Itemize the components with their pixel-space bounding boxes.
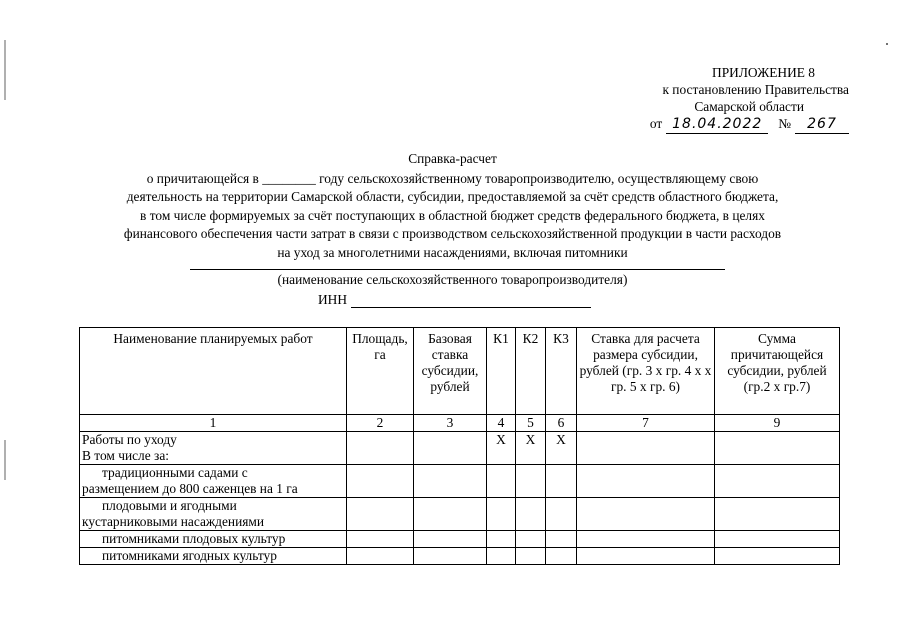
table-cell xyxy=(487,548,516,565)
row-label-line: кустарниковыми насаждениями xyxy=(82,514,265,529)
producer-caption: (наименование сельскохозяйственного товаропроизводителя) xyxy=(277,272,628,287)
table-cell xyxy=(414,548,487,565)
table-cell xyxy=(414,465,487,498)
table-cell xyxy=(577,432,715,465)
appendix-line: к постановлению Правительства xyxy=(662,82,849,97)
table-cell xyxy=(715,548,840,565)
table-cell xyxy=(347,498,414,531)
table-row xyxy=(80,548,840,565)
inn-line xyxy=(351,293,591,308)
table-cell xyxy=(487,498,516,531)
column-number: 2 xyxy=(347,415,414,432)
table-cell xyxy=(516,498,546,531)
table-cell xyxy=(487,531,516,548)
table-cell xyxy=(516,531,546,548)
row-label-line: традиционными садами с xyxy=(102,465,248,480)
table-header-cell: Наименование планируемых работ xyxy=(80,328,347,415)
document-heading xyxy=(0,150,905,263)
scan-dot xyxy=(886,43,888,45)
inn-field xyxy=(318,292,591,308)
scan-edge-mark xyxy=(4,440,6,480)
table-cell: Х xyxy=(516,432,546,465)
table-row xyxy=(80,465,840,498)
table-column-numbers-row xyxy=(80,415,840,432)
row-label-line: плодовыми и ягодными xyxy=(102,498,237,513)
table-row xyxy=(80,498,840,531)
table-cell xyxy=(546,548,577,565)
table-header-cell: К3 xyxy=(546,328,577,415)
heading-line: финансового обеспечения части затрат в связи с производством сельскохозяйственной продукции в части расходов xyxy=(123,226,782,242)
table-cell xyxy=(577,498,715,531)
table-cell xyxy=(546,465,577,498)
row-label xyxy=(80,432,347,465)
document-title: Справка-расчет xyxy=(408,151,497,166)
appendix-title: ПРИЛОЖЕНИЕ 8 xyxy=(712,65,815,80)
scan-edge-mark xyxy=(4,40,6,100)
table-cell: Х xyxy=(546,432,577,465)
table-header-cell: Сумма причитающейся субсидии, рублей (гр.2 х гр.7) xyxy=(715,328,840,415)
row-label-line: Работы по уходу xyxy=(82,432,177,447)
table-cell xyxy=(414,432,487,465)
table-cell xyxy=(414,498,487,531)
inn-label: ИНН xyxy=(318,292,348,307)
column-number: 5 xyxy=(516,415,546,432)
handwritten-date: 18.04.2022 xyxy=(666,116,768,134)
table-header-cell: К1 xyxy=(487,328,516,415)
calculation-table xyxy=(79,327,840,565)
table-cell xyxy=(715,465,840,498)
heading-line: о причитающейся в ________ году сельскохозяйственному товаропроизводителю, осуществляющему свою xyxy=(146,170,759,186)
table-cell xyxy=(577,531,715,548)
appendix-date-line xyxy=(650,115,849,134)
table-cell xyxy=(414,531,487,548)
table-header-row xyxy=(80,328,840,415)
table-cell xyxy=(347,531,414,548)
table-header-cell: Базовая ставка субсидии, рублей xyxy=(414,328,487,415)
row-label: питомниками плодовых культур xyxy=(80,531,347,548)
heading-line: деятельность на территории Самарской области, субсидии, предоставляемой за счёт средств областного бюджета, xyxy=(126,189,779,205)
column-number: 9 xyxy=(715,415,840,432)
appendix-block xyxy=(650,64,849,134)
table-cell: Х xyxy=(487,432,516,465)
table-cell xyxy=(577,548,715,565)
table-cell xyxy=(487,465,516,498)
producer-name-line xyxy=(190,269,725,270)
table-cell xyxy=(347,432,414,465)
row-label xyxy=(80,465,347,498)
row-label-line: размещением до 800 саженцев на 1 га xyxy=(82,481,298,496)
table-cell xyxy=(347,465,414,498)
column-number: 1 xyxy=(80,415,347,432)
table-cell xyxy=(715,531,840,548)
table-cell xyxy=(546,498,577,531)
column-number: 4 xyxy=(487,415,516,432)
row-label: питомниками ягодных культур xyxy=(80,548,347,565)
row-label xyxy=(80,498,347,531)
column-number: 3 xyxy=(414,415,487,432)
number-label: № xyxy=(778,116,791,131)
table-cell xyxy=(546,531,577,548)
table-cell xyxy=(516,548,546,565)
table-row xyxy=(80,432,840,465)
heading-line: в том числе формируемых за счёт поступающих в областной бюджет средств федерального бюджета, в целях xyxy=(140,207,765,223)
column-number: 7 xyxy=(577,415,715,432)
table-cell xyxy=(715,498,840,531)
row-label-line: В том числе за: xyxy=(82,448,169,463)
handwritten-number: 267 xyxy=(795,116,849,134)
table-header-cell: Площадь, га xyxy=(347,328,414,415)
from-label: от xyxy=(649,116,663,131)
table-header-cell: Ставка для расчета размера субсидии, рублей (гр. 3 х гр. 4 х х гр. 5 х гр. 6) xyxy=(577,328,715,415)
table-cell xyxy=(347,548,414,565)
table-header-cell: К2 xyxy=(516,328,546,415)
table-cell xyxy=(516,465,546,498)
column-number: 6 xyxy=(546,415,577,432)
table-cell xyxy=(577,465,715,498)
appendix-line: Самарской области xyxy=(694,99,804,114)
table-cell xyxy=(715,432,840,465)
table-row xyxy=(80,531,840,548)
heading-line: на уход за многолетними насаждениями, включая питомники xyxy=(277,244,628,260)
